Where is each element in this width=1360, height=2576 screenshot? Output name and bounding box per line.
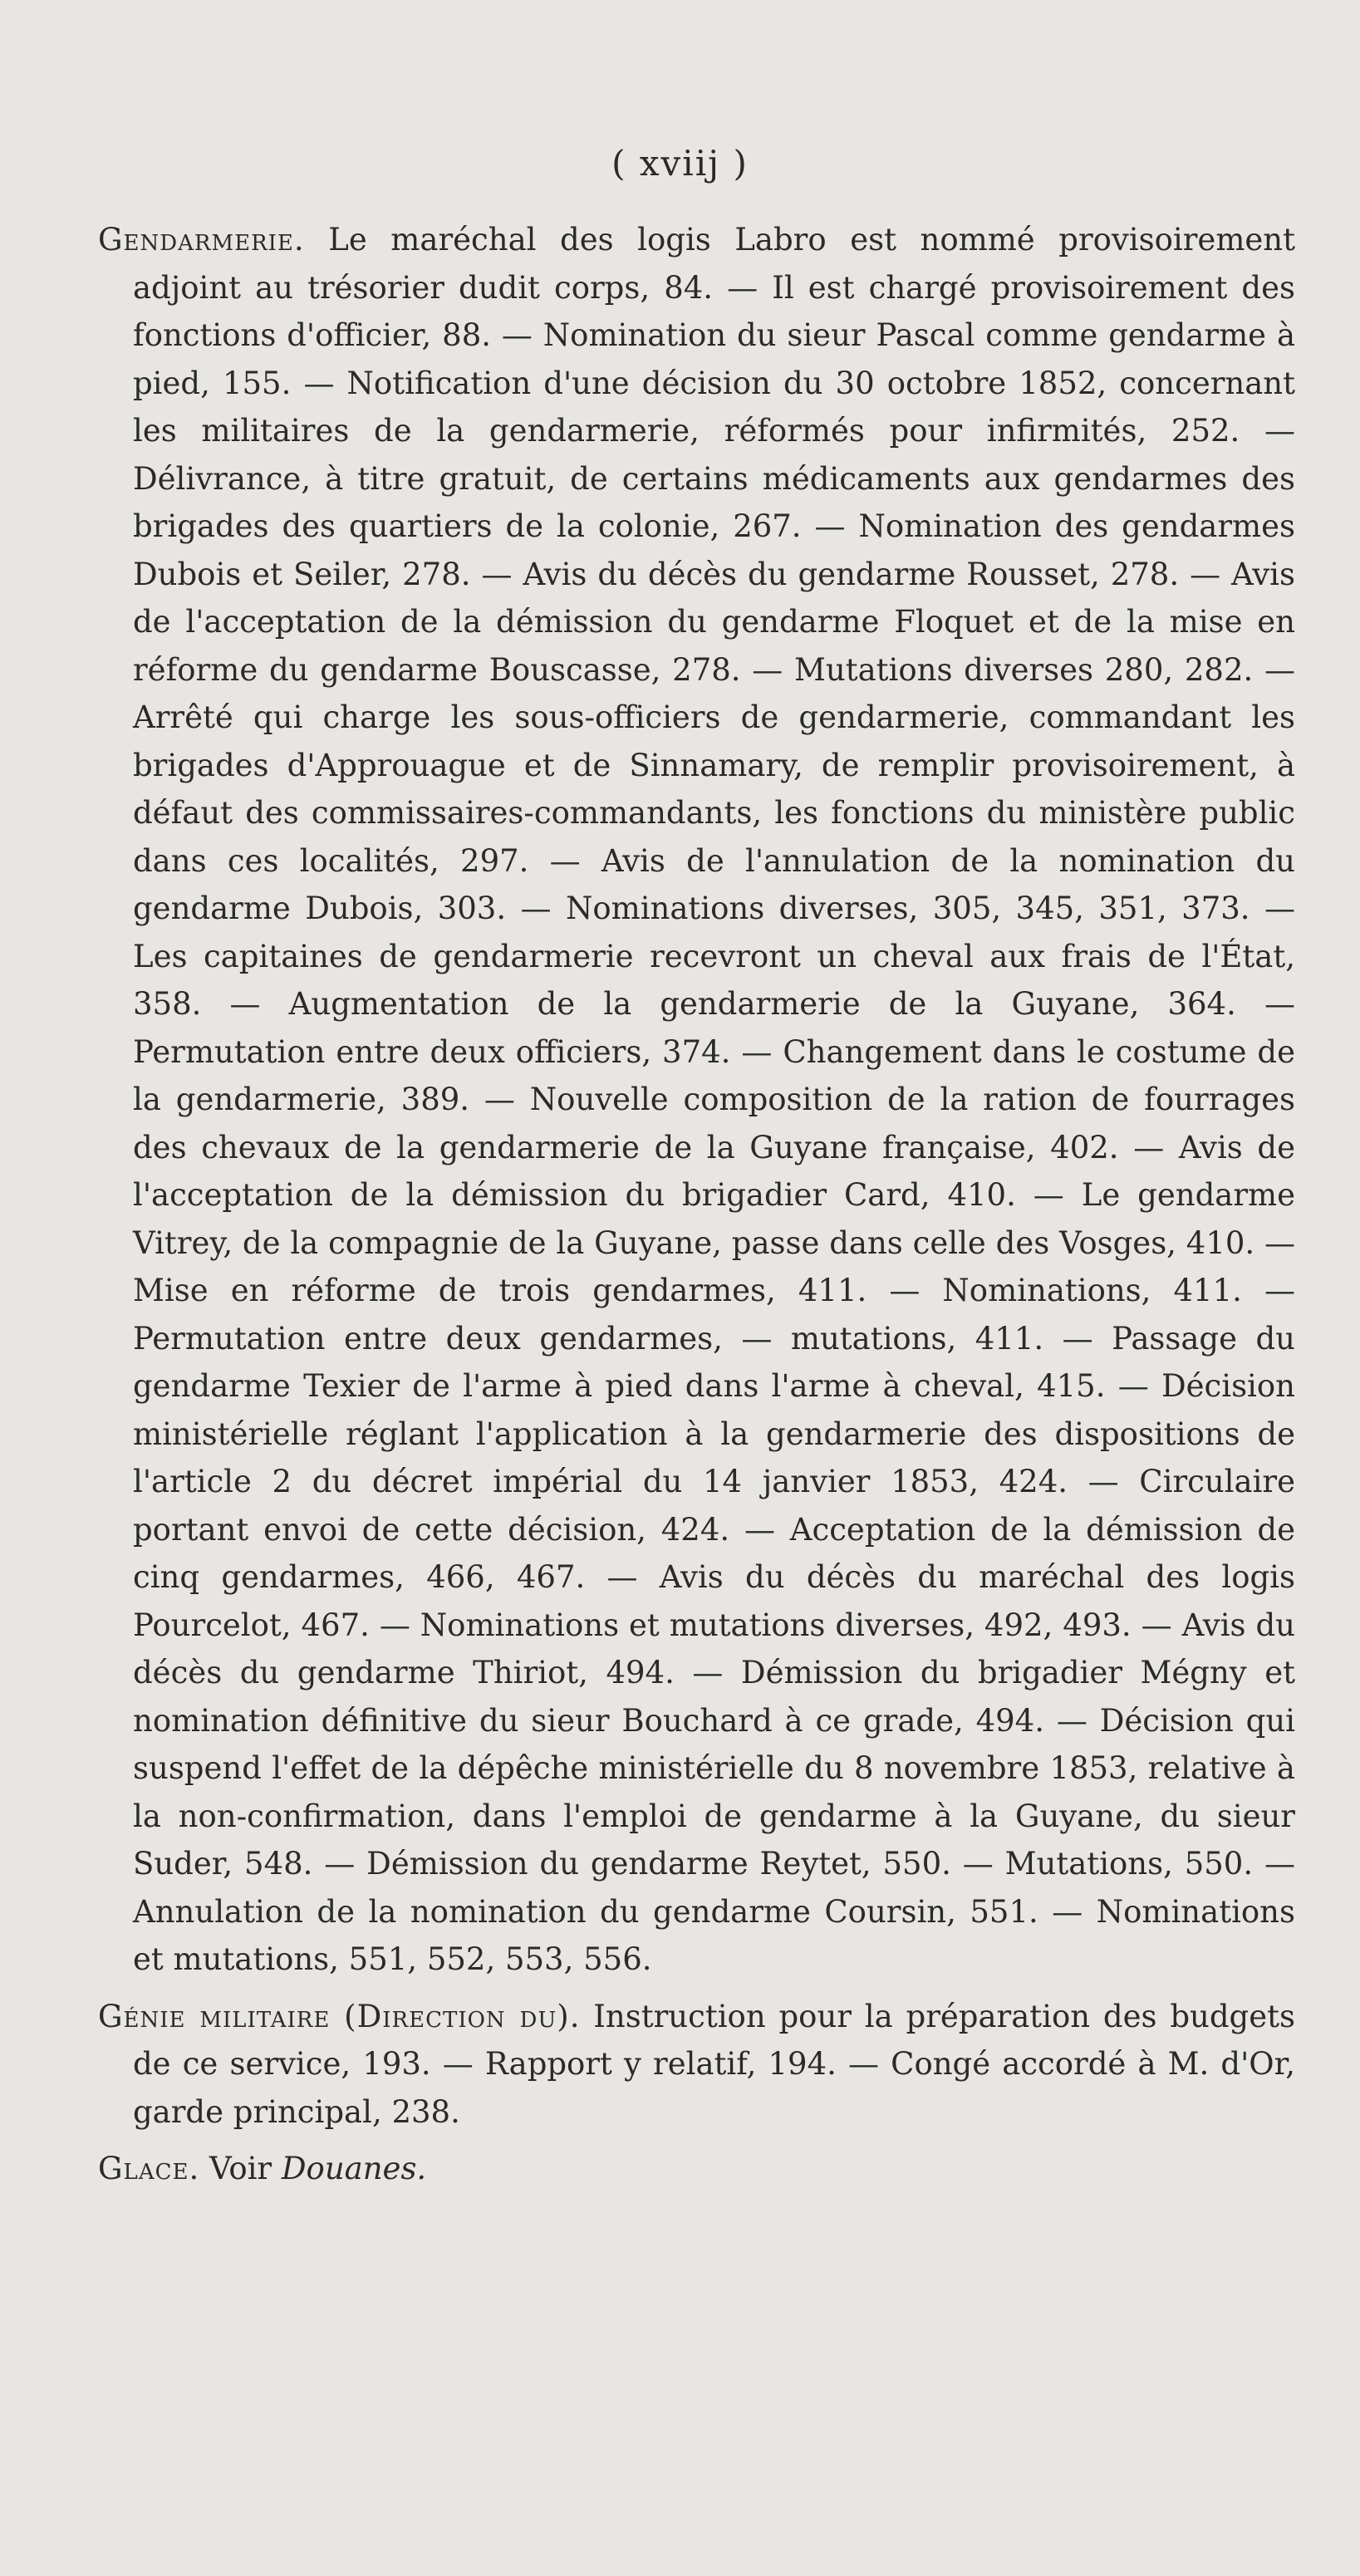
- index-entry-glace: [98, 2145, 1295, 2193]
- index-entries: [98, 216, 1295, 2193]
- index-entry-gendarmerie: [98, 216, 1295, 1984]
- see-reference: Douanes.: [281, 2151, 427, 2186]
- page-number: ( xviij ): [611, 143, 749, 184]
- entry-heading: Génie militaire (Direction du).: [98, 1998, 581, 2034]
- entry-text: Instruction pour la préparation des budgets de ce service, 193. — Rapport y relatif, 194. — Congé accordé à M. d'Or, garde principal, 238.: [133, 1998, 1295, 2130]
- entry-text: Le maréchal des logis Labro est nommé provisoirement adjoint au trésorier dudit corps, 84. — Il est chargé provisoirement des fonctions d'officier, 88. — Nomination du sieur Pascal comme gendarme à pied, 155. — Notification d'une décision du 30 octobre 1852, concernant les militaires de la gendarmerie, réformés pour infirmités, 252. — Délivrance, à titre gratuit, de certains médicaments aux gendarmes des brigades des quartiers de la colonie, 267. — Nomination des gendarmes Dubois et Seiler, 278. — Avis du décès du gendarme Rousset, 278. — Avis de l'acceptation de la démission du gendarme Floquet et de la mise en réforme du gendarme Bouscasse, 278. — Mutations diverses 280, 282. — Arrêté qui charge les sous-officiers de gendarmerie, commandant les brigades d'Approuague et de Sinnamary, de remplir provisoirement, à défaut des commissaires-commandants, les fonctions du ministère public dans ces localités, 297. — Avis de l'annulation de la nomination du gendarme Dubois, 303. — Nominations diverses, 305, 345, 351, 373. — Les capitaines de gendarmerie recevront un cheval aux frais de l'État, 358. — Augmentation de la gendarmerie de la Guyane, 364. — Permutation entre deux officiers, 374. — Changement dans le costume de la gendarmerie, 389. — Nouvelle composition de la ration de fourrages des chevaux de la gendarmerie de la Guyane française, 402. — Avis de l'acceptation de la démission du brigadier Card, 410. — Le gendarme Vitrey, de la compagnie de la Guyane, passe dans celle des Vosges, 410. — Mise en réforme de trois gendarmes, 411. — Nominations, 411. — Permutation entre deux gendarmes, — mutations, 411. — Passage du gendarme Texier de l'arme à pied dans l'arme à cheval, 415. — Décision ministérielle réglant l'application à la gendarmerie des dispositions de l'article 2 du décret impérial du 14 janvier 1853, 424. — Circulaire portant envoi de cette décision, 424. — Acceptation de la démission de cinq gendarmes, 466, 467. — Avis du décès du maréchal des logis Pourcelot, 467. — Nominations et mutations diverses, 492, 493. — Avis du décès du gendarme Thiriot, 494. — Démission du brigadier Mégny et nomination définitive du sieur Bouchard à ce grade, 494. — Décision qui suspend l'effet de la dépêche ministérielle du 8 novembre 1853, relative à la non-confirmation, dans l'emploi de gendarme à la Guyane, du sieur Suder, 548. — Démission du gendarme Reytet, 550. — Mutations, 550. — Annulation de la nomination du gendarme Coursin, 551. — Nominations et mutations, 551, 552, 553, 556.: [133, 222, 1295, 1977]
- entry-heading: Gendarmerie.: [98, 222, 305, 258]
- entry-heading: Glace.: [98, 2151, 200, 2186]
- entry-text: Voir: [209, 2151, 272, 2186]
- index-entry-genie-militaire: [98, 1993, 1295, 2137]
